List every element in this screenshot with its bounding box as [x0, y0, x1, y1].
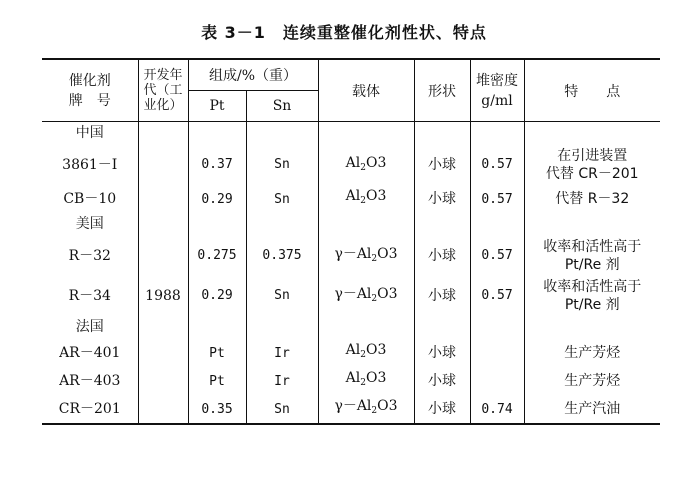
- table-row: [42, 395, 660, 424]
- cell-pt: [188, 213, 246, 236]
- cell-features: 生产汽油: [524, 395, 660, 424]
- cell-sn: Sn: [246, 395, 318, 424]
- header-catalyst-brand: 催化剂 牌 号: [42, 59, 138, 122]
- cell-pt: Pt: [188, 367, 246, 395]
- table-row: [42, 145, 660, 185]
- cell-pt: 0.35: [188, 395, 246, 424]
- cell-year: [138, 122, 188, 146]
- cell-pt: [188, 316, 246, 339]
- cell-density: [470, 316, 524, 339]
- cell-pt: 0.37: [188, 145, 246, 185]
- table-row: [42, 213, 660, 236]
- table-row: [42, 185, 660, 213]
- cell-shape: [414, 122, 470, 146]
- cell-density: 0.74: [470, 395, 524, 424]
- cell-sn: Sn: [246, 185, 318, 213]
- cell-carrier: [318, 122, 414, 146]
- cell-density: 0.57: [470, 145, 524, 185]
- header-development-year: 开发年 代（工 业化）: [138, 59, 188, 122]
- cell-year: 1988: [138, 276, 188, 316]
- cell-carrier: $Al_2O3$: [318, 339, 414, 367]
- cell-shape: 小球: [414, 236, 470, 276]
- table-row: [42, 276, 660, 316]
- cell-features: 生产芳烃: [524, 339, 660, 367]
- cell-year: [138, 339, 188, 367]
- cell-pt: 0.29: [188, 185, 246, 213]
- cell-features: [524, 213, 660, 236]
- header-carrier: 载体: [318, 59, 414, 122]
- cell-density: [470, 339, 524, 367]
- cell-carrier: [318, 213, 414, 236]
- header-features: 特 点: [524, 59, 660, 122]
- cell-carrier: $\gamma-Al_2O3$: [318, 236, 414, 276]
- cell-year: [138, 185, 188, 213]
- table-row: [42, 236, 660, 276]
- cell-brand: AR－401: [59, 344, 121, 361]
- cell-sn: [246, 213, 318, 236]
- header-pt: Pt: [188, 91, 246, 122]
- cell-sn: Ir: [246, 367, 318, 395]
- cell-shape: 小球: [414, 276, 470, 316]
- cell-carrier: $Al_2O3$: [318, 185, 414, 213]
- cell-density: 0.57: [470, 185, 524, 213]
- cell-features: 收率和活性高于 Pt/Re 剂: [524, 236, 660, 276]
- cell-sn: Sn: [246, 276, 318, 316]
- cell-carrier: $\gamma-Al_2O3$: [318, 276, 414, 316]
- cell-shape: 小球: [414, 395, 470, 424]
- header-sn: Sn: [246, 91, 318, 122]
- cell-pt: 0.275: [188, 236, 246, 276]
- cell-brand: 3861－Ⅰ: [62, 157, 118, 173]
- cell-shape: 小球: [414, 339, 470, 367]
- cell-sn: [246, 122, 318, 146]
- cell-year: [138, 395, 188, 424]
- cell-brand: R－32: [68, 248, 111, 264]
- cell-features: 收率和活性高于 Pt/Re 剂: [524, 276, 660, 316]
- cell-sn: Ir: [246, 339, 318, 367]
- cell-carrier: $Al_2O3$: [318, 367, 414, 395]
- cell-carrier: $\gamma-Al_2O3$: [318, 395, 414, 424]
- cell-brand: CR－201: [42, 395, 138, 424]
- cell-brand: 美国: [75, 216, 104, 232]
- cell-features: [524, 122, 660, 146]
- cell-pt: [188, 122, 246, 146]
- cell-density: [470, 213, 524, 236]
- table-row: [42, 316, 660, 339]
- cell-density: [470, 122, 524, 146]
- cell-density: 0.57: [470, 276, 524, 316]
- catalyst-table: [42, 58, 660, 425]
- cell-year: [138, 236, 188, 276]
- cell-brand: 中国: [75, 125, 104, 141]
- cell-density: [470, 367, 524, 395]
- cell-sn: Sn: [246, 145, 318, 185]
- table-row: [42, 367, 660, 395]
- cell-features: 在引进装置 代替 CR－201: [524, 145, 660, 185]
- cell-shape: 小球: [414, 145, 470, 185]
- cell-year: [138, 145, 188, 185]
- cell-density: 0.57: [470, 236, 524, 276]
- cell-brand: AR－403: [59, 372, 121, 389]
- cell-shape: 小球: [414, 185, 470, 213]
- cell-year: [138, 367, 188, 395]
- cell-features: 代替 R－32: [524, 185, 660, 213]
- cell-brand: R－34: [68, 288, 111, 304]
- cell-sn: [246, 316, 318, 339]
- header-bulk-density: 堆密度 g/ml: [470, 59, 524, 122]
- table-row: [42, 122, 660, 146]
- table-title: 表 3－1 连续重整催化剂性状、特点: [201, 23, 487, 42]
- cell-shape: [414, 213, 470, 236]
- cell-pt: Pt: [188, 339, 246, 367]
- cell-carrier: $Al_2O3$: [318, 145, 414, 185]
- header-composition: 组成/%（重）: [188, 59, 318, 91]
- cell-year: [138, 316, 188, 339]
- cell-brand: 法国: [75, 319, 104, 335]
- cell-shape: 小球: [414, 367, 470, 395]
- cell-pt: 0.29: [188, 276, 246, 316]
- cell-features: [524, 316, 660, 339]
- cell-brand: CB－10: [63, 190, 117, 207]
- cell-shape: [414, 316, 470, 339]
- cell-carrier: [318, 316, 414, 339]
- cell-sn: 0.375: [246, 236, 318, 276]
- cell-features: 生产芳烃: [524, 367, 660, 395]
- cell-year: [138, 213, 188, 236]
- table-row: [42, 339, 660, 367]
- header-shape: 形状: [414, 59, 470, 122]
